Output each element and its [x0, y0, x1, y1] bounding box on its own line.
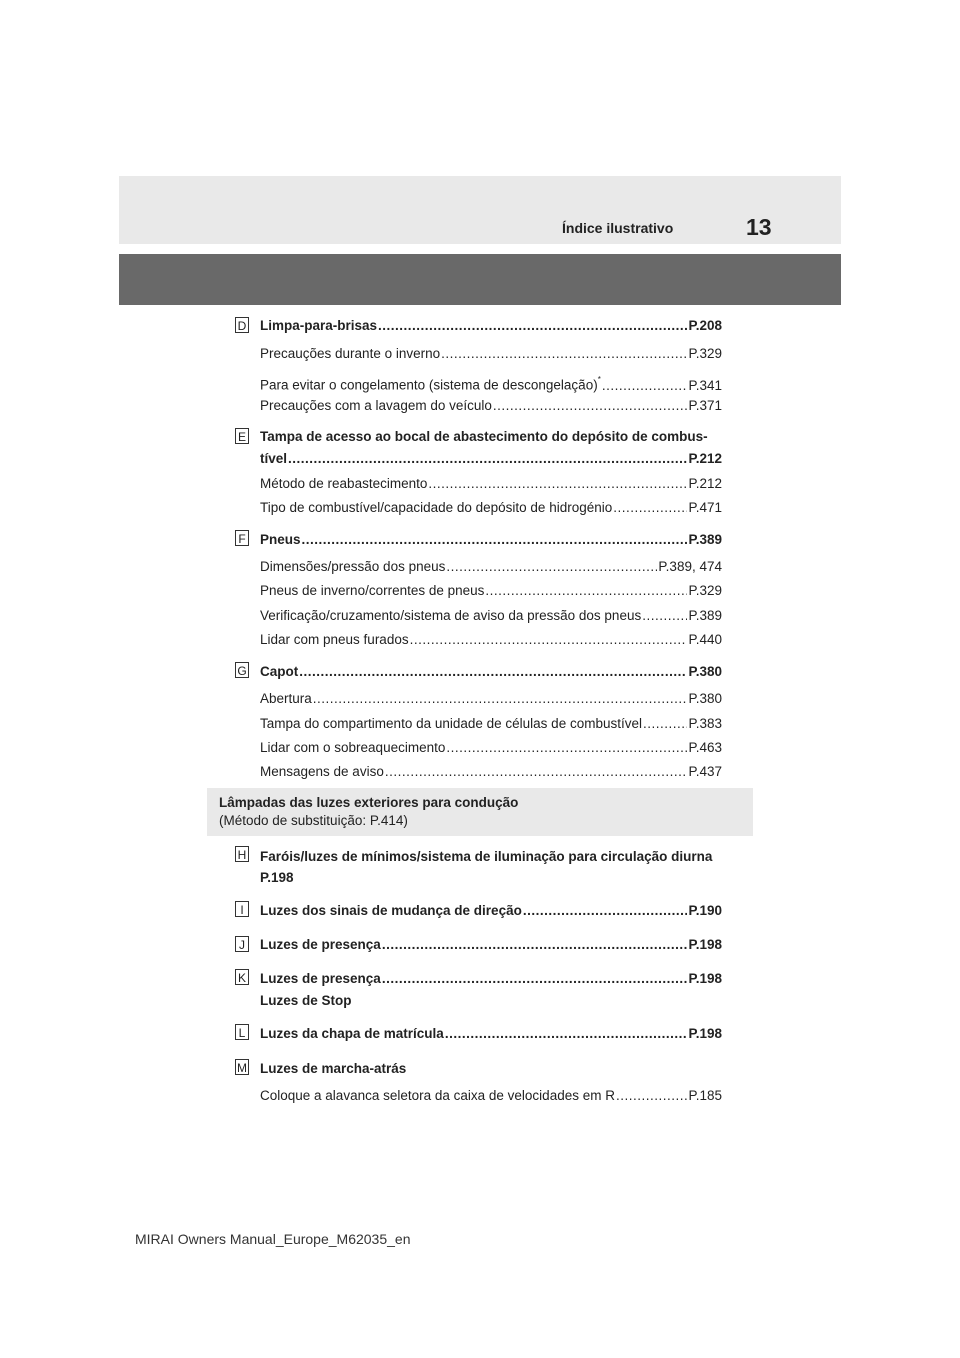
label-g-badge: G	[235, 662, 249, 678]
entry-tires[interactable]: Pneus ..... P.389	[260, 532, 722, 548]
page-ref[interactable]: P.190	[688, 903, 722, 918]
entry-tire-sizes[interactable]: Dimensões/pressão dos pneus ..... P.389, 474	[260, 559, 722, 575]
entry-fuel-type[interactable]: Tipo de combustível/capacidade do depósito de hidrogénio ..... P.471	[260, 500, 722, 516]
page-ref[interactable]: P.329	[688, 583, 722, 598]
label-l-badge: L	[235, 1024, 249, 1040]
label-j-badge: J	[235, 936, 249, 952]
section-title: Índice ilustrativo	[562, 220, 674, 236]
entry-hood[interactable]: Capot ..... P.380	[260, 664, 722, 680]
page-ref[interactable]: P.437	[688, 764, 722, 779]
page-ref[interactable]: P.383	[688, 716, 722, 731]
entry-warning-messages[interactable]: Mensagens de aviso ..... P.437	[260, 764, 722, 780]
note-title: Lâmpadas das luzes exteriores para condução	[219, 795, 519, 810]
page-ref[interactable]: P.198	[688, 971, 722, 986]
note-subtitle[interactable]: (Método de substituição: P.414)	[219, 813, 408, 828]
entry-reverse-lights[interactable]: Luzes de marcha-atrás	[260, 1061, 407, 1076]
label-d-badge: D	[235, 317, 249, 333]
entry-winter-tires[interactable]: Pneus de inverno/correntes de pneus ..... P.329	[260, 583, 722, 599]
page-ref[interactable]: P.440	[688, 632, 722, 647]
entry-winter-precautions[interactable]: Precauções durante o inverno ..... P.329	[260, 346, 722, 362]
footer-manual-id: MIRAI Owners Manual_Europe_M62035_en	[135, 1231, 411, 1247]
label-k-badge: K	[235, 969, 249, 985]
entry-windshield-wipers[interactable]: Limpa-para-brisas ..... P.208	[260, 318, 722, 334]
page-ref[interactable]: P.212	[688, 476, 722, 491]
entry-fuel-cell-cover[interactable]: Tampa do compartimento da unidade de células de combustível ..... P.383	[260, 716, 722, 732]
page-ref[interactable]: P.389	[688, 608, 722, 623]
page-ref[interactable]: P.341	[688, 377, 722, 393]
header-dark-band	[119, 254, 841, 305]
entry-defroster[interactable]: Para evitar o congelamento (sistema de descongelação)* ..... P.341	[260, 374, 722, 394]
label-h-badge: H	[235, 846, 249, 862]
label-e-badge: E	[235, 428, 249, 444]
asterisk-mark: *	[597, 375, 601, 384]
label-f-badge: F	[235, 530, 249, 546]
entry-stop-lights[interactable]: Luzes de Stop	[260, 993, 352, 1008]
page-ref[interactable]: P.329	[688, 346, 722, 361]
header-band	[119, 176, 841, 244]
page-ref[interactable]: P.389, 474	[658, 559, 722, 574]
entry-position-lights-front[interactable]: Luzes de presença ..... P.198	[260, 937, 722, 953]
page-ref[interactable]: P.198	[688, 1026, 722, 1041]
page-ref[interactable]: P.471	[688, 500, 722, 515]
page-ref[interactable]: P.185	[688, 1088, 722, 1103]
page-ref[interactable]: P.380	[688, 664, 722, 679]
entry-tire-pressure-system[interactable]: Verificação/cruzamento/sistema de aviso da pressão dos pneus ..... P.389	[260, 608, 722, 624]
page-ref[interactable]: P.389	[688, 532, 722, 547]
entry-position-lights-rear[interactable]: Luzes de presença ..... P.198	[260, 971, 722, 987]
label-m-badge: M	[237, 1061, 247, 1075]
entry-refueling-method[interactable]: Método de reabastecimento ..... P.212	[260, 476, 722, 492]
entry-fuel-door[interactable]: tível ..... P.212	[260, 451, 722, 467]
entry-overheating[interactable]: Lidar com o sobreaquecimento ..... P.463	[260, 740, 722, 756]
entry-flat-tires[interactable]: Lidar com pneus furados ..... P.440	[260, 632, 722, 648]
entry-opening[interactable]: Abertura ..... P.380	[260, 691, 722, 707]
entry-shift-lever-r[interactable]: Coloque a alavanca seletora da caixa de velocidades em R ..... P.185	[260, 1088, 722, 1104]
page-ref[interactable]: P.212	[688, 451, 722, 466]
page-ref[interactable]: P.380	[688, 691, 722, 706]
page-ref[interactable]: P.463	[688, 740, 722, 755]
label-i-badge: I	[235, 901, 249, 917]
page-ref[interactable]: P.208	[688, 318, 722, 333]
entry-license-plate-lights[interactable]: Luzes da chapa de matrícula ..... P.198	[260, 1026, 722, 1042]
entry-headlights-line1[interactable]: Faróis/luzes de mínimos/sistema de iluminação para circulação diurna	[260, 849, 713, 864]
page-ref[interactable]: P.371	[688, 398, 722, 413]
page-ref[interactable]: P.198	[688, 937, 722, 952]
entry-vehicle-washing[interactable]: Precauções com a lavagem do veículo ..... P.371	[260, 398, 722, 414]
entry-turn-signals[interactable]: Luzes dos sinais de mudança de direção ..... P.190	[260, 903, 722, 919]
page-number: 13	[746, 214, 772, 240]
page-ref[interactable]: P.198	[260, 870, 294, 885]
entry-fuel-door-line1[interactable]: Tampa de acesso ao bocal de abastecimento do depósito de combus-	[260, 429, 708, 444]
